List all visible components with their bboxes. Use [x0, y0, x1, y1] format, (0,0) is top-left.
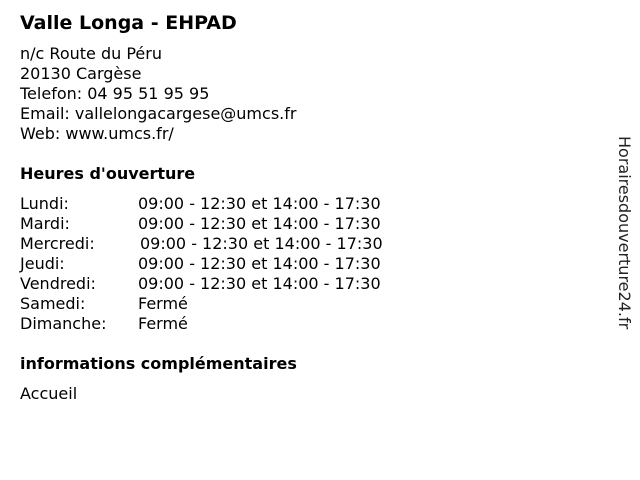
address-city: 20130 Cargèse	[20, 64, 142, 83]
email-address: Email: vallelongacargese@umcs.fr	[20, 104, 297, 123]
hours-row-thursday	[20, 254, 440, 274]
day-label: Samedi:	[20, 294, 86, 313]
website: Web: www.umcs.fr/	[20, 124, 174, 143]
hours-row-wednesday	[20, 234, 440, 254]
hours-row-sunday	[20, 314, 440, 334]
day-hours: 09:00 - 12:30 et 14:00 - 17:30	[138, 274, 381, 293]
address-block	[20, 44, 296, 144]
address-street: n/c Route du Péru	[20, 44, 162, 63]
info-heading: informations complémentaires	[20, 354, 297, 373]
page-title: Valle Longa - EHPAD	[20, 12, 237, 34]
hours-heading: Heures d'ouverture	[20, 164, 196, 183]
day-label: Vendredi:	[20, 274, 96, 293]
hours-row-tuesday	[20, 214, 440, 234]
info-text: Accueil	[20, 384, 78, 403]
hours-row-saturday	[20, 294, 440, 314]
day-label: Mardi:	[20, 214, 70, 233]
day-hours: 09:00 - 12:30 et 14:00 - 17:30	[138, 254, 381, 273]
site-watermark: Horairesdouverture24.fr	[615, 136, 634, 330]
day-hours: 09:00 - 12:30 et 14:00 - 17:30	[140, 234, 383, 253]
day-hours: Fermé	[138, 314, 188, 333]
day-hours: 09:00 - 12:30 et 14:00 - 17:30	[138, 214, 381, 233]
hours-row-monday	[20, 194, 440, 214]
phone-number: Telefon: 04 95 51 95 95	[20, 84, 210, 103]
day-hours: Fermé	[138, 294, 188, 313]
day-label: Dimanche:	[20, 314, 107, 333]
opening-hours-table	[20, 194, 440, 334]
day-label: Lundi:	[20, 194, 69, 213]
day-hours: 09:00 - 12:30 et 14:00 - 17:30	[138, 194, 381, 213]
day-label: Mercredi:	[20, 234, 95, 253]
day-label: Jeudi:	[20, 254, 65, 273]
hours-row-friday	[20, 274, 440, 294]
